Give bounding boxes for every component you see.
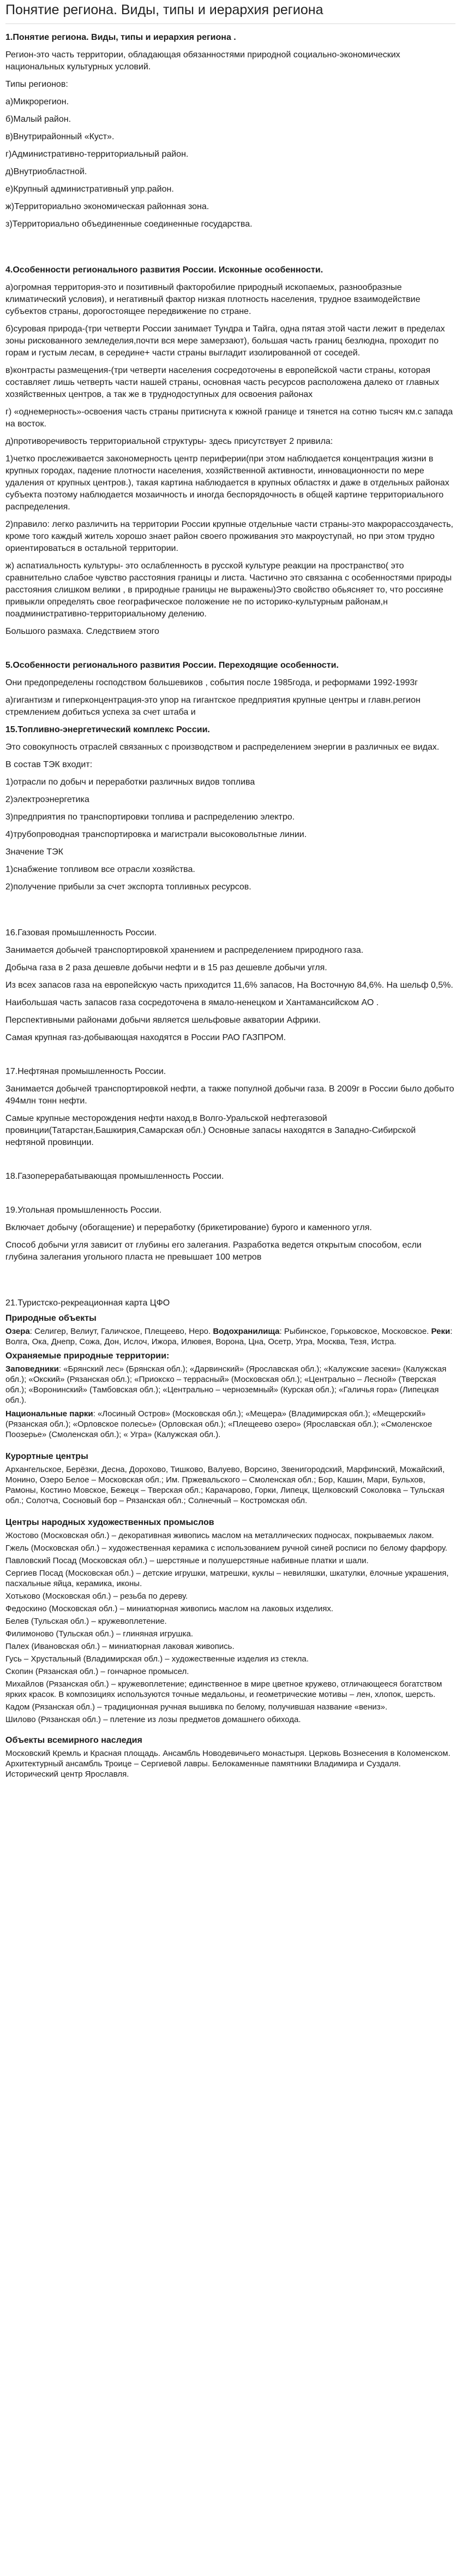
craft-item: Павловский Посад (Московская обл.) – шерстяные и полушерстяные набивные платки и шали. [5,1556,369,1565]
list-item: ж)Территориально экономическая районная зона. [5,202,209,211]
resorts-text: Архангельское, Берёзки, Десна, Дорохово, Тишково, Валуево, Ворсино, Звенигородский, Марфинский, Можайский, Монино, Озеро Белое – Московская обл.; Им. Пржевальского – Смоленская обл.; Бор, Кашин, Мари, Бульхов, Рамоны, Костино Мовское, Бежецк – Тверская обл.; Карачарово, Горки, Липецк, Щелковский Соколовка – Тульская обл.; Солотча, Сосновый бор – Рязанская обл.; Солнечный – Костромская обл. [5,1465,445,1505]
section-inherent-features [5,264,455,638]
craft-item: Сергиев Посад (Московская обл.) – детские игрушки, матрешки, куклы – невиляшки, шкатулки, ёлочные украшения, пасхальные яйца, керамика, иконы. [5,1569,449,1588]
craft-item: Белев (Тульская обл.) – кружевоплетение. [5,1617,167,1626]
list-item: 2)получение прибыли за счет экспорта топливных ресурсов. [5,882,251,892]
section-tourist-map [5,1297,455,1779]
craft-item: Гжель (Московская обл.) – художественная керамика с использованием ручной синей росписи по белому фарфору. [5,1544,448,1553]
paragraph: ж) аспатиальность культуры- это ослабленность в русской культуре реакции на пространство( это сравнительно слабое чувство расстояния границы и листа. Частично это связанна с особенностями природы расстояния слишком велики , в природные границы не выражены)Это свойство обьясняет то, что россияне привыкли определять свое географическое положение не по историко-культурным районам,н поадминистративно-территориальному делению. [5,561,452,619]
subheading-resorts: Курортные центры [5,1452,88,1461]
craft-item: Шилово (Рязанская обл.) – плетение из лозы предметов домашнего обихода. [5,1715,301,1724]
paragraph: Наибольшая часть запасов газа сосредоточена в ямало-ненецком и Хантамансийском АО . [5,998,379,1007]
paragraph: Добыча газа в 2 раза дешевле добычи нефти и в 15 раз дешевле добычи угля. [5,963,327,972]
section-coal-industry [5,1204,455,1263]
list-item: 2)электроэнергетика [5,795,89,804]
label-national-parks: Национальные парки [5,1409,93,1418]
list-item: е)Крупный административный упр.район. [5,185,174,194]
craft-item: Кадом (Рязанская обл.) – традиционная ручная вышивка по белому, получившая название «вениз». [5,1702,388,1712]
craft-item: Палех (Ивановская обл.) – миниатюрная лаковая живопись. [5,1642,235,1651]
paragraph: Способ добычи угля зависит от глубины его залегания. Разработка ведется открытым способом, если глубина залегания угольного пласта не превышает 100 метров [5,1240,422,1262]
natural-objects-text [5,1326,455,1347]
lakes-text: : Селигер, Велиут, Галичское, Плещеево, Неро. [29,1327,213,1336]
label-rivers: Реки [431,1327,451,1336]
label-reservoirs: Водохранилища [213,1327,280,1336]
label-lakes: Озера [5,1327,30,1336]
paragraph: Занимается добычей транспортировкой хранением и распределением природного газа. [5,946,364,955]
section-heading: 16.Газовая промышленность России. [5,928,157,937]
paragraph: Они предопределены господством большевиков , события после 1985года, и реформами 1992-1993г [5,678,418,687]
page-title: Понятие региона. Виды, типы и иерархия региона [5,2,455,24]
paragraph: 1)четко прослеживается закономерность центр периферии(при этом наблюдается концентрация жизни в крупных городах, падение плотности населения, хозяйственной активности, инновационности по мере удаления от крупных центров.), такая картина наблюдается в крупных областях и даже в отдельных районах субъекта поэтому наблюдается мозаичность и иногда беспорядочность в общей картине территориального распределения. [5,454,449,512]
paragraph: Занимается добычей транспортировкой нефти, а также популной добычи газа. В 2009г в России было добыто 494млн тонн нефти. [5,1084,454,1106]
paragraph: Самые крупные месторождения нефти наход.в Волго-Уральской нефтегазовой провинции(Татарстан,Башкирия,Самарская обл.) Основные запасы находятся в Западно-Сибирской нефтяной провинции. [5,1114,416,1147]
subheading-world-heritage: Объекты всемирного наследия [5,1736,142,1745]
paragraph: Это совокупность отраслей связанных с производством и распределением энергии в различных ее видах. [5,743,440,752]
rivers-text: : Волга, Ока, Днепр, Сожа, Дон, Ислоч, Ижора, Илювея, Ворона, Цна, Осетр, Угра, Москва, Тезя, Истра. [5,1327,453,1346]
subheading-protected-areas: Охраняемые природные территории: [5,1351,170,1361]
list-item: з)Территориально объединенные соединенные государства. [5,219,253,229]
paragraph: 2)правило: легко различить на территории России крупные отдельные части страны-это макрорассоздачесть, кроме того каждый житель хорошо знает район своего проживания это макроуступай, но при этом трудно ориентироваться в остальной территории. [5,520,453,553]
list-item: 1)отрасли по добыч и переработки различных видов топлива [5,777,255,787]
section-heading: 21.Туристско-рекреационная карта ЦФО [5,1298,170,1308]
section-heading: 4.Особенности регионального развития России. Исконные особенности. [5,265,323,275]
paragraph: Типы регионов: [5,80,68,89]
section-gas-industry [5,927,455,1044]
section-heading: 15.Топливно-энергетический комплекс России. [5,725,210,734]
section-region-concept [5,32,455,230]
paragraph: б)суровая природа-(три четверти России занимает Тундра и Тайга, одна пятая этой части лежит в пределах зоны рискованного земледелия,почти вся мере замерзают), большая часть границ безлюдна, проходит по горам и густым лесам, в середине+ части страны выгладит изолированной от соседей. [5,324,445,358]
paragraph: Перспективными районами добычи является шельфовые акватории Африки. [5,1016,321,1025]
section-fuel-energy-complex [5,724,455,893]
section-heading: 18.Газоперерабатывающая промышленность России. [5,1172,224,1181]
list-item: 3)предприятия по транспортировки топлива и распределению электро. [5,812,295,822]
section-heading: 19.Угольная промышленность России. [5,1206,162,1215]
subheading-crafts: Центры народных художественных промыслов [5,1518,214,1527]
craft-item: Скопин (Рязанская обл.) – гончарное промысел. [5,1667,189,1676]
paragraph: Регион-это часть территории, обладающая обязанностями природной социально-экономических национальных культурных условий. [5,50,400,72]
parks-text [5,1409,455,1440]
section-transitional-features [5,660,455,719]
label-reserves: Заповедники [5,1364,59,1374]
list-item: 4)трубопроводная транспортировка и магистрали высоковольтные линии. [5,830,307,839]
section-heading: 1.Понятие региона. Виды, типы и иерархия региона . [5,33,236,42]
craft-item: Федоскино (Московская обл.) – миниатюрная живопись маслом на лаковых изделиях. [5,1604,334,1613]
reservoirs-text: : Рыбинское, Горьковское, Московское. [279,1327,431,1336]
craft-item: Хотьково (Московская обл.) – резьба по дереву. [5,1592,188,1601]
paragraph: г) «однемерность»-освоения часть страны притиснута к южной границе и тянется на сотню тысяч км.с запада на восток. [5,407,453,429]
list-item: г)Административно-территориальный район. [5,150,189,159]
craft-item: Филимоново (Тульская обл.) – глиняная игрушка. [5,1629,193,1639]
heritage-text: Московский Кремль и Красная площадь. Ансамбль Новодевичьего монастыря. Церковь Вознесения в Коломенском. Архитектурный ансамбль Троице – Сергиевой лавры. Белокаменные памятники Владимира и Суздаля. Исторический центр Ярославля. [5,1749,451,1779]
paragraph: Значение ТЭК [5,847,63,857]
paragraph: д)противоречивость территориальной структуры- здесь присутствует 2 привила: [5,437,333,446]
paragraph: Включает добычу (обогащение) и переработку (брикетирование) бурого и каменного угля. [5,1223,372,1232]
paragraph: Большого размаха. Следствием этого [5,627,159,636]
parks-list: : «Лосиный Остров» (Московская обл.); «Мещера» (Владимирская обл.); «Мещерский» (Рязанская обл.); «Орловское полесье» (Орловская обл.); «Плещеево озеро» (Ярославская обл.); «Смоленское Поозерье» (Смоленская обл.); « Угра» (Калужская обл.). [5,1409,433,1439]
craft-item: Гусь – Хрустальный (Владимирская обл.) – художественные изделия из стекла. [5,1654,309,1664]
section-heading: 5.Особенности регионального развития России. Переходящие особенности. [5,661,339,670]
list-item: б)Малый район. [5,115,71,124]
paragraph: Самая крупная газ-добывающая находятся в России РАО ГАЗПРОМ. [5,1033,286,1042]
list-item: в)Внутрирайонный «Куст». [5,132,115,141]
paragraph: а)гигантизм и гиперконцентрация-это упор на гигантское предприятия крупные центры и главн.регион стремлением добиться успеха за счет штаба и [5,696,421,717]
list-item: а)Микрорегион. [5,97,69,106]
craft-item: Жостово (Московская обл.) – декоративная живопись маслом на металлических подносах, покрываемых лаком. [5,1531,434,1540]
list-item: 1)снабжение топливом все отрасли хозяйства. [5,865,195,874]
section-gas-processing [5,1171,455,1183]
paragraph: В состав ТЭК входит: [5,760,93,769]
section-oil-industry [5,1066,455,1149]
reserves-list: : «Брянский лес» (Брянская обл.); «Дарвинский» (Ярославская обл.); «Калужские засеки» (Калужская обл.); «Окский» (Рязанская обл.); «Приокско – террасный» (Московская обл.); «Центрально – Лесной» (Тверская обл.); «Воронинский» (Тамбовская обл.); «Центрально – черноземный» (Курская обл.); «Галичья гора» (Липецкая обл.). [5,1364,447,1405]
paragraph: а)огромная территория-это и позитивный факторобилие природный ископаемых, разнообразные климатический условия), и негативный фактор низкая плотность населения, трудное взаимодействие субъектов страны, дорогостоящее передвижение по стране. [5,283,421,316]
paragraph: Из всех запасов газа на европейскую часть приходится 11,6% запасов, На Восточную 84,6%. На шельф 0,5%. [5,981,453,990]
craft-item: Михайлов (Рязанская обл.) – кружевоплетение; единственное в мире цветное кружево, отличающееся богатством ярких красок. В композициях используются точные медальоны, и геометрические мотивы – лен, хлопок, шерсть. [5,1679,442,1699]
subheading-natural-objects: Природные объекты [5,1314,97,1323]
list-item: д)Внутриобластной. [5,167,87,176]
reserves-text [5,1364,455,1405]
section-heading: 17.Нефтяная промышленность России. [5,1067,166,1076]
paragraph: в)контрасты размещения-(три четверти населения сосредоточены в европейской части страны, которая составляет лишь четверть части нашей страны, основная часть ресурсов расположена далеко от главных хозяйственных центров, а так же в труднодоступных для освоения районах [5,366,440,399]
